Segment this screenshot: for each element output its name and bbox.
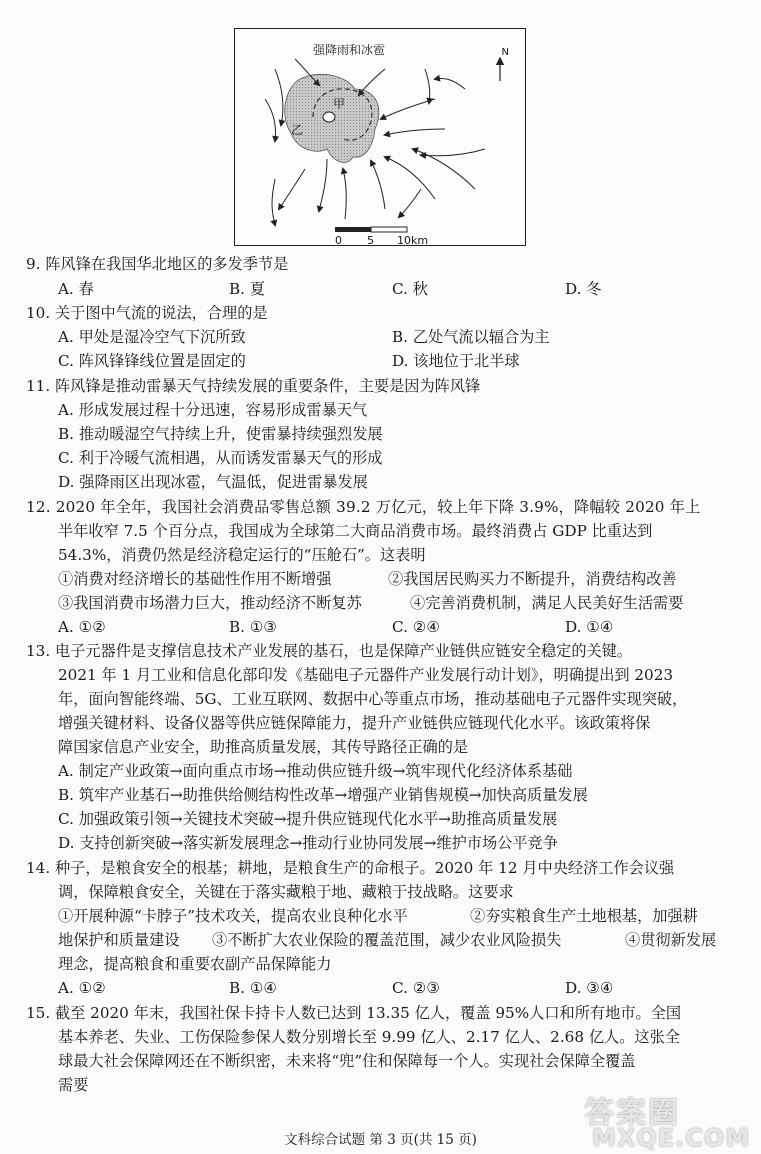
q12-line-1: 12. 2020 年全年，我国社会消费品零售总额 39.2 万亿元，较上年下降 3.9%，降幅较 2020 年上 (26, 498, 701, 516)
q14-item-1: ①开展种源“卡脖子”技术攻关，提高农业良种化水平 (58, 907, 408, 925)
q11-option-b[interactable]: B. 推动暖湿空气持续上升，使雷暴持续强烈发展 (58, 425, 383, 443)
q11-stem: 11. 阵风锋是推动雷暴天气持续发展的重要条件，主要是因为阵风锋 (26, 377, 481, 395)
q12-item-1: ①消费对经济增长的基础性作用不断增强 (58, 570, 332, 588)
q9-stem: 9. 阵风锋在我国华北地区的多发季节是 (26, 255, 289, 273)
q13-line-5: 障国家信息产业安全，助推高质量发展，其传导路径正确的是 (58, 738, 469, 756)
scale-0: 0 (335, 234, 342, 247)
q12-option-d[interactable]: D. ①④ (565, 618, 614, 636)
watermark-big: 答案圈 (584, 1096, 680, 1131)
q9-option-b[interactable]: B. 夏 (229, 280, 266, 298)
q14-option-d[interactable]: D. ③④ (565, 979, 614, 997)
weather-map-figure (234, 28, 526, 246)
q11-option-d[interactable]: D. 强降雨区出现冰雹，气温低，促进雷暴发展 (58, 473, 368, 491)
q12-item-4: ④完善消费机制，满足人民美好生活需要 (410, 594, 684, 612)
q15-line-2: 基本养老、失业、工伤保险参保人数分别增长至 9.99 亿人、2.17 亿人、2.68 亿人。这张全 (58, 1028, 680, 1046)
watermark-logo (584, 1088, 754, 1150)
q14-line-1: 14. 种子，是粮食安全的根基；耕地，是粮食生产的命根子。2020 年 12 月中央经济工作会议强 (26, 859, 675, 877)
q10-option-b[interactable]: B. 乙处气流以辐合为主 (392, 328, 550, 346)
q14-item-2-cont: 地保护和质量建设 (58, 931, 180, 949)
q12-line-3: 54.3%，消费仍然是经济稳定运行的“压舱石”。这表明 (58, 546, 426, 564)
watermark-small: MXQE.COM (592, 1124, 751, 1152)
q13-option-d[interactable]: D. 支持创新突破→落实新发展理念→推动行业协同发展→维护市场公平竞争 (58, 834, 558, 852)
label-jia: 甲 (333, 97, 346, 111)
q13-line-4: 增强关键材料、设备仪器等供应链保障能力，提升产业链供应链现代化水平。该政策将保 (58, 714, 651, 732)
q15-line-1: 15. 截至 2020 年末，我国社保卡持卡人数已达到 13.35 亿人，覆盖 95%人口和所有地市。全国 (26, 1004, 682, 1022)
q13-option-b[interactable]: B. 筑牢产业基石→助推供给侧结构性改革→增强产业销售规模→加快高质量发展 (58, 786, 588, 804)
q12-item-3: ③我国消费市场潜力巨大，推动经济不断复苏 (58, 594, 362, 612)
q11-option-c[interactable]: C. 利于冷暖气流相遇，从而诱发雷暴天气的形成 (58, 449, 383, 467)
q15-line-4: 需要 (58, 1076, 89, 1094)
page-footer: 文科综合试题 第 3 页(共 15 页) (284, 1132, 477, 1148)
q9-option-d[interactable]: D. 冬 (565, 280, 602, 298)
q14-option-b[interactable]: B. ①④ (229, 979, 278, 997)
q14-item-4: ④贯彻新发展 (625, 931, 717, 949)
label-yi: 乙 (291, 123, 304, 137)
q15-line-3: 球最大社会保障网还在不断织密，未来将“兜”住和保障每一个人。实现社会保障全覆盖 (58, 1052, 636, 1070)
q13-line-1: 13. 电子元器件是支撑信息技术产业发展的基石，也是保障产业链供应链安全稳定的关键。 (26, 642, 633, 660)
scale-5: 5 (367, 234, 374, 247)
q14-option-c[interactable]: C. ②③ (392, 979, 440, 997)
q10-option-d[interactable]: D. 该地位于北半球 (392, 352, 520, 370)
q13-line-2: 2021 年 1 月工业和信息化部印发《基础电子元器件产业发展行动计划》，明确提出到 2023 (58, 666, 674, 684)
q12-option-c[interactable]: C. ②④ (392, 618, 440, 636)
scale-10: 10km (397, 234, 429, 247)
q14-option-a[interactable]: A. ①② (58, 979, 106, 997)
q10-option-c[interactable]: C. 阵风锋锋线位置是固定的 (58, 352, 246, 370)
q14-item-3: ③不断扩大农业保险的覆盖范围，减少农业风险损失 (212, 931, 562, 949)
q12-item-2: ②我国居民购买力不断提升，消费结构改善 (388, 570, 677, 588)
q12-option-b[interactable]: B. ①③ (229, 618, 278, 636)
map-title: 强降雨和冰雹 (313, 43, 386, 57)
q14-item-4-cont: 理念，提高粮食和重要农副产品保障能力 (58, 955, 332, 973)
q12-line-2: 半年收窄 7.5 个百分点，我国成为全球第二大商品消费市场。最终消费占 GDP 比重达到 (58, 522, 653, 540)
north-label: N (501, 47, 509, 58)
q14-line-2: 调，保障粮食安全，关键在于落实藏粮于地、藏粮于技战略。这要求 (58, 883, 514, 901)
q9-option-c[interactable]: C. 秋 (392, 280, 428, 298)
q11-option-a[interactable]: A. 形成发展过程十分迅速，容易形成雷暴天气 (58, 401, 368, 419)
q9-option-a[interactable]: A. 春 (58, 280, 94, 298)
q13-line-3: 年，面向智能终端、5G、工业互联网、数据中心等重点市场，推动基础电子元器件实现突破， (58, 690, 688, 708)
map-drawing (235, 29, 527, 247)
q14-item-2: ②夯实粮食生产土地根基，加强耕 (470, 907, 698, 925)
q12-option-a[interactable]: A. ①② (58, 618, 106, 636)
q13-option-a[interactable]: A. 制定产业政策→面向重点市场→推动供应链升级→筑牢现代化经济体系基础 (58, 762, 573, 780)
q10-stem: 10. 关于图中气流的说法，合理的是 (26, 304, 268, 322)
q13-option-c[interactable]: C. 加强政策引领→关键技术突破→提升供应链现代化水平→助推高质量发展 (58, 810, 558, 828)
q10-option-a[interactable]: A. 甲处是湿冷空气下沉所致 (58, 328, 246, 346)
